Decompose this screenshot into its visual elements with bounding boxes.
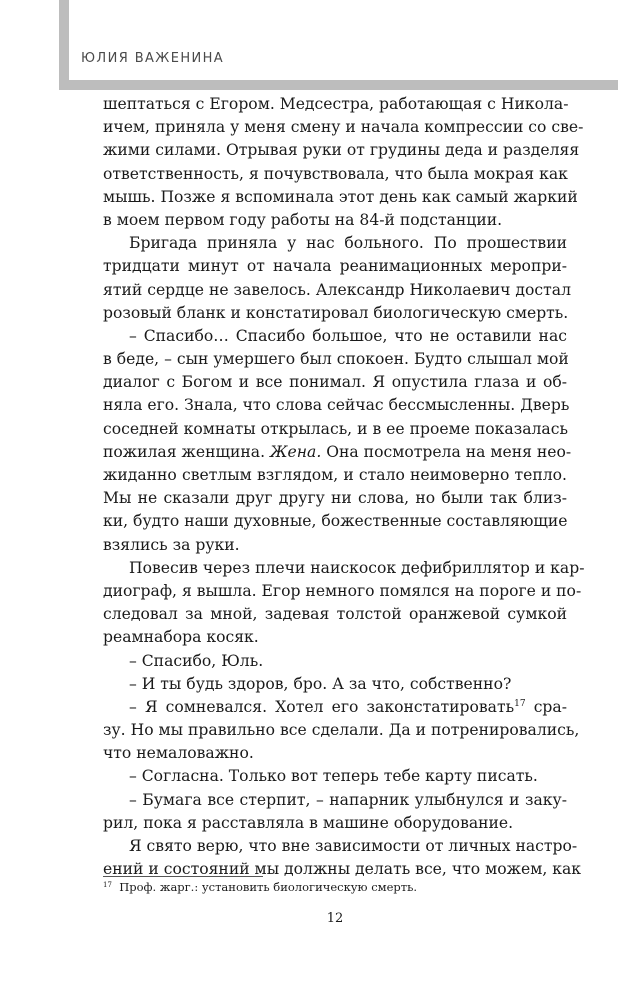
text-line: диалог с Богом и все понимал. Я опустила глаза и об-: [103, 373, 567, 392]
text-line: Я свято верю, что вне зависимости от личных настро-: [129, 837, 578, 855]
text-line: рил, пока я расставляла в машине оборудование.: [103, 813, 514, 832]
text-line: диограф, я вышла. Егор немного помялся на пороге и по-: [103, 581, 582, 600]
footnote-reference: 17: [514, 698, 526, 709]
text-line: – Спасибо, Юль.: [129, 651, 264, 670]
text-line: взялись за руки.: [103, 535, 240, 554]
text-line: в моем первом году работы на 84-й подстанции.: [103, 210, 503, 229]
running-head-author: ЮЛИЯ ВАЖЕНИНА: [81, 51, 225, 66]
text-line: жими силами. Отрывая руки от грудины деда и разделяя: [103, 141, 580, 160]
text-line: мышь. Позже я вспоминала этот день как самый жаркий: [103, 187, 578, 206]
text-line: ений и состояний мы должны делать все, что можем, как: [103, 860, 582, 879]
text-run: – Я сомневался. Хотел его законстатировать: [129, 697, 515, 716]
text-line: ответственность, я почувствовала, что была мокрая как: [103, 164, 568, 183]
text-line: ятий сердце не завелось. Александр Николаевич достал: [103, 280, 571, 299]
text-line: шептаться с Егором. Медсестра, работающая с Никола-: [103, 95, 569, 113]
text-line: соседней комнаты открылась, и в ее проеме показалась: [103, 419, 568, 438]
text-run: сра-: [533, 697, 567, 716]
text-line: няла его. Знала, что слова сейчас бессмысленны. Дверь: [103, 396, 570, 415]
text-line: реамнабора косяк.: [103, 628, 259, 647]
text-run: Она посмотрела на меня нео-: [326, 442, 572, 461]
header-panel: [69, 0, 618, 80]
text-line: – Спасибо… Спасибо большое, что не оставили нас: [129, 326, 567, 345]
text-line: – Согласна. Только вот теперь тебе карту писать.: [129, 767, 538, 786]
text-line: ки, будто наши духовные, божественные составляющие: [103, 512, 568, 531]
text-line: Мы не сказали друг другу ни слова, но были так близ-: [103, 489, 567, 508]
text-run: пожилая женщина.: [103, 442, 266, 461]
footnote-mark: 17: [103, 881, 112, 889]
text-line-with-footnote: [103, 696, 567, 719]
emphasis-word: Жена.: [270, 442, 322, 461]
footnote-text: Проф. жарг.: установить биологическую смерть.: [119, 880, 418, 894]
text-line: – Бумага все стерпит, – напарник улыбнулся и заку-: [129, 790, 567, 809]
text-line: Бригада приняла у нас больного. По прошествии: [129, 234, 567, 253]
body-text: [103, 93, 585, 881]
page-number: 12: [326, 911, 344, 926]
text-line: следовал за мной, задевая толстой оранжевой сумкой: [103, 605, 567, 624]
text-line: розовый бланк и констатировал биологическую смерть.: [103, 303, 569, 322]
footnote-divider: [103, 876, 263, 877]
text-line: тридцати минут от начала реанимационных меропри-: [103, 257, 567, 276]
text-line: что немаловажно.: [103, 744, 254, 763]
text-line: зу. Но мы правильно все сделали. Да и потренировались,: [103, 721, 580, 740]
text-line: в беде, – сын умершего был спокоен. Будто слышал мой: [103, 350, 569, 369]
text-line-mixed: [103, 441, 572, 464]
text-line: ичем, приняла у меня смену и начала компрессии со све-: [103, 118, 584, 137]
text-line: жиданно светлым взглядом, и стало неимоверно тепло.: [103, 466, 567, 484]
text-line: – И ты будь здоров, бро. А за что, собственно?: [129, 674, 512, 693]
text-line: Повесив через плечи наискосок дефибриллятор и кар-: [129, 558, 585, 577]
footnote: [103, 880, 417, 895]
